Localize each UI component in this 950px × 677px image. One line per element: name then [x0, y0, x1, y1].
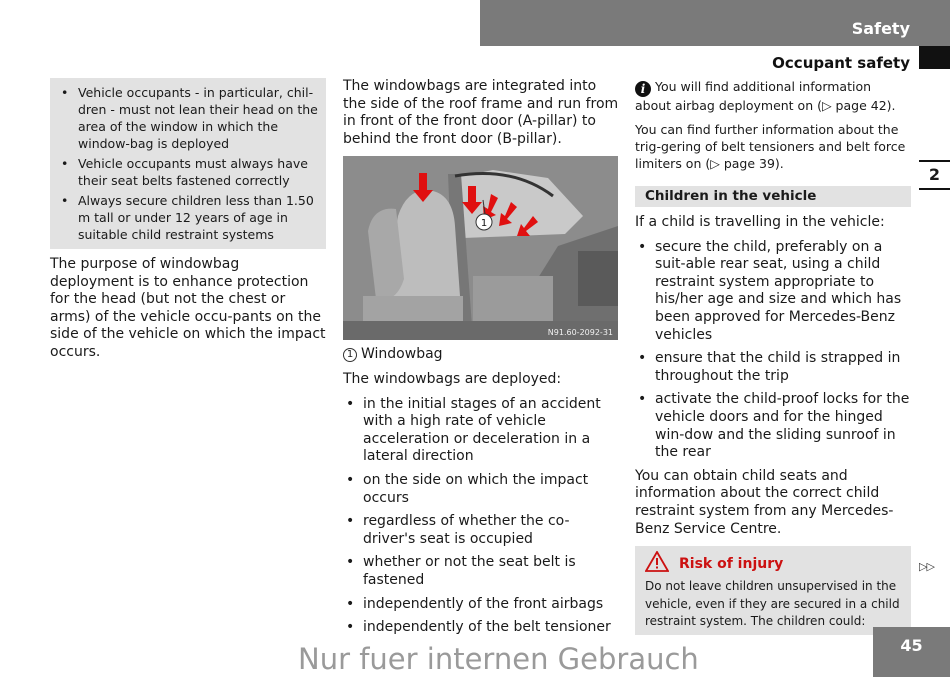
deployed-list	[343, 396, 619, 637]
column-right	[635, 78, 911, 635]
photo-callout-number: 1	[480, 218, 488, 230]
warning-triangle-icon	[645, 551, 669, 572]
caption-text: Windowbag	[361, 346, 443, 363]
warning-bullet: • Always secure children less than 1.50 m tall or under 12 years of age in suitable child restraint systems	[58, 192, 318, 243]
child-outro: You can obtain child seats and information about the correct child restraint system from any Mercedes-Benz Service Centre.	[635, 467, 894, 537]
deployed-heading: The windowbags are deployed:	[343, 370, 562, 387]
thumb-tab-marker	[919, 46, 950, 69]
info-text-2: You can find further information about the trig-gering of belt tensioners and belt force limiters on (▷ page 39).	[635, 122, 906, 171]
windowbag-intro: The windowbags are integrated into the side of the roof frame and run from in front of the front door (A-pillar) to behind the front door (B-pillar).	[343, 78, 619, 147]
photo-caption	[343, 346, 619, 364]
continue-arrow-icon: ▷▷	[919, 560, 934, 573]
column-middle	[343, 78, 619, 643]
list-item: • whether or not the seat belt is fastened	[343, 554, 619, 589]
warning-box	[50, 78, 326, 249]
subsection-title: Occupant safety	[772, 54, 910, 72]
warning-bullet: • Vehicle occupants - in particular, chil-dren - must not lean their head on the area of the window in which the window-bag is deployed	[58, 84, 318, 152]
risk-title	[645, 551, 901, 574]
list-item: • independently of the front airbags	[343, 596, 619, 614]
purpose-paragraph: The purpose of windowbag deployment is to enhance protection for the head (but not the chest or arms) of the vehicle occu-pants on the side of the vehicle on which the impact occurs.	[50, 256, 326, 360]
info-icon: i	[635, 81, 651, 97]
warning-bullet: • Vehicle occupants must always have their seat belts fastened correctly	[58, 155, 318, 189]
info-note	[635, 78, 911, 114]
section-heading-children: Children in the vehicle	[635, 186, 911, 207]
list-item: • regardless of whether the co-driver's seat is occupied	[343, 513, 619, 548]
list-item: • on the side on which the impact occurs	[343, 472, 619, 507]
list-item: • activate the child-proof locks for the vehicle doors and for the hinged win-dow and the sliding sunroof in the rear	[635, 391, 911, 461]
list-item: • ensure that the child is strapped in throughout the trip	[635, 350, 911, 385]
risk-title-text: Risk of injury	[679, 556, 784, 573]
section-title: Safety	[851, 19, 910, 38]
list-item: • independently of the belt tensioner	[343, 619, 619, 637]
windowbag-photo	[343, 156, 618, 340]
column-left	[50, 78, 326, 362]
info-text: You will find additional information about airbag deployment on (▷ page 42).	[635, 79, 896, 113]
risk-text: Do not leave children unsupervised in the vehicle, even if they are secured in a child restraint system. The children could:	[645, 579, 900, 629]
page-number: 45	[873, 627, 950, 677]
child-intro: If a child is travelling in the vehicle:	[635, 214, 885, 230]
list-item: • secure the child, preferably on a suit-able rear seat, using a child restraint system appropriate to his/her age and size and which has been approved for Mercedes-Benz vehicles	[635, 239, 911, 345]
risk-box	[635, 546, 911, 635]
chapter-tab[interactable]: 2	[919, 160, 950, 190]
list-item: • in the initial stages of an accident with a high rate of vehicle acceleration or deceleration in a lateral direction	[343, 396, 619, 466]
child-list	[635, 239, 911, 462]
watermark: Nur fuer internen Gebrauch	[298, 642, 699, 676]
caption-number: 1	[343, 348, 357, 362]
image-code: N91.60-2092-31	[547, 328, 613, 338]
